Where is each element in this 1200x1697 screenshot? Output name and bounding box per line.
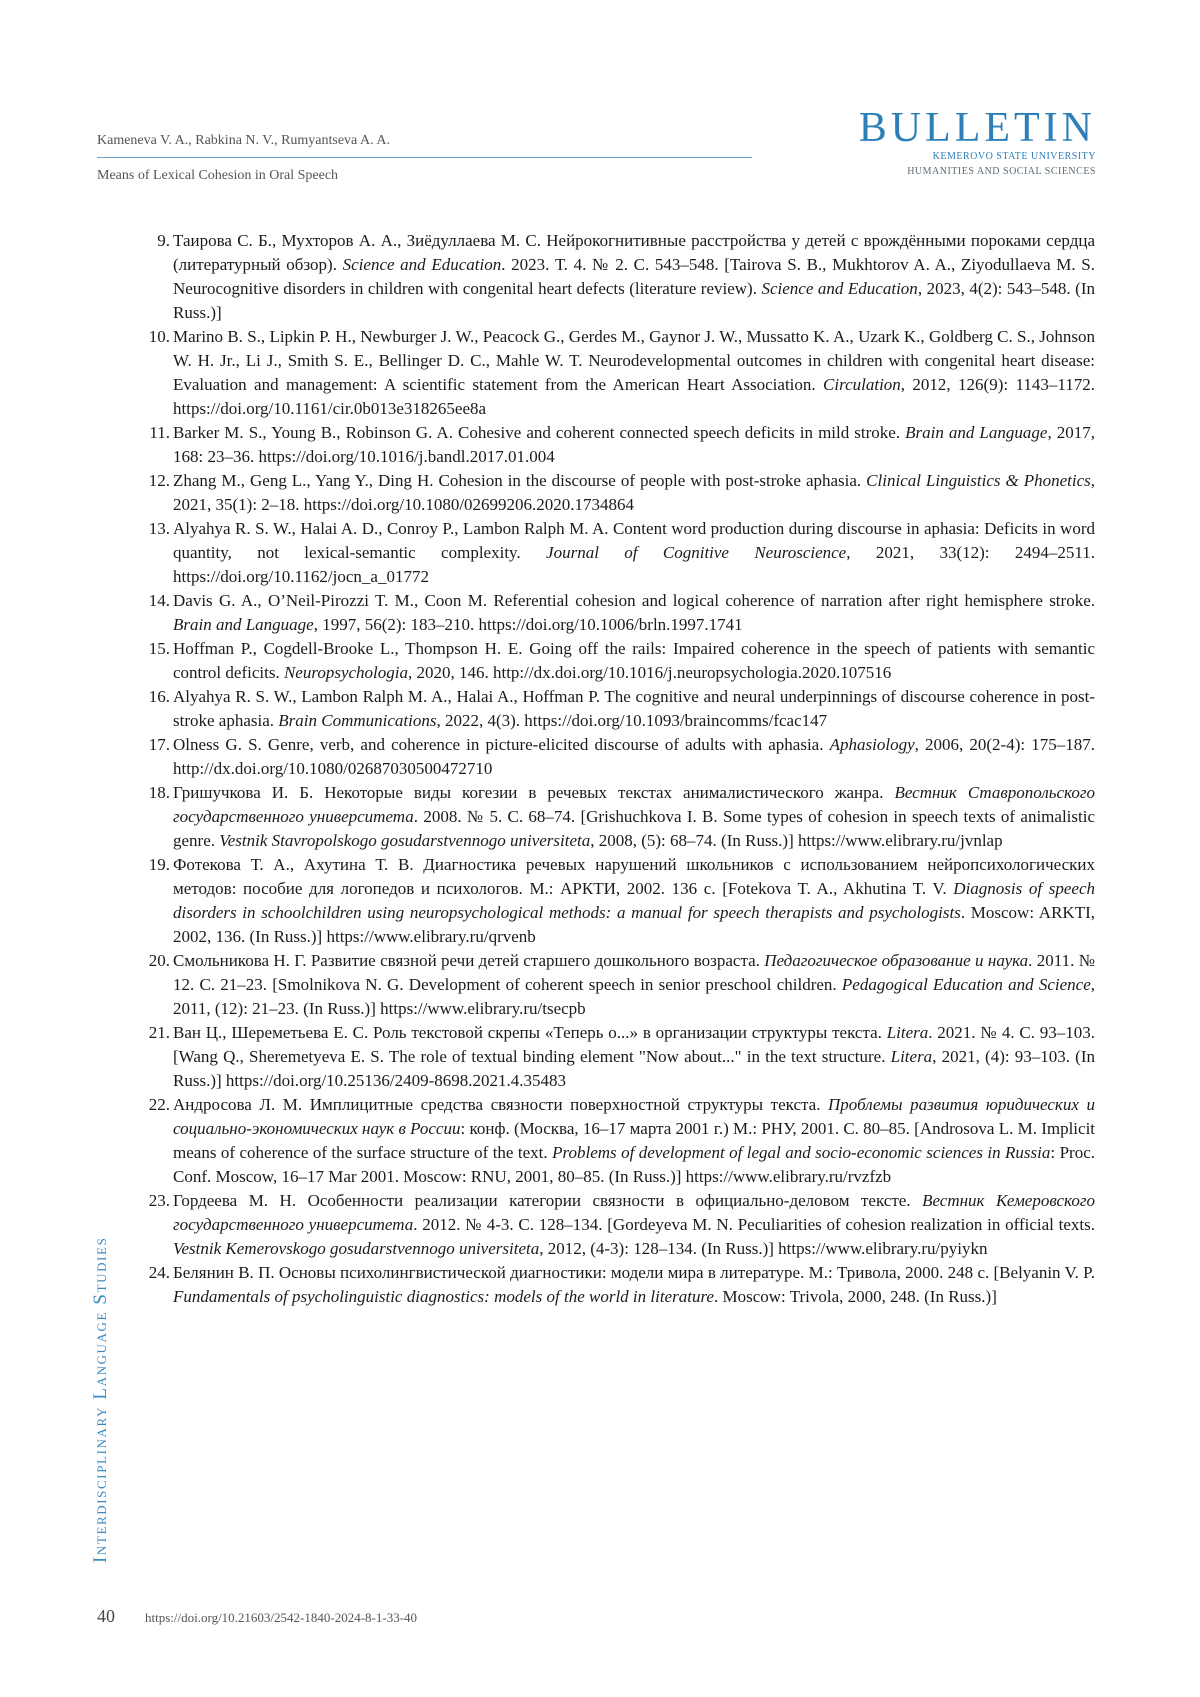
reference-number: 21. xyxy=(148,1023,170,1042)
reference-source-title: Vestnik Stavropolskogo gosudarstvennogo universiteta xyxy=(219,831,591,850)
reference-text-segment: , 2006, 20(2-4): 175–187. http://dx.doi.org/10.1080/02687030500472710 xyxy=(173,735,1095,778)
reference-text-segment: . 2008. № 5. С. 68–74. [Grishuchkova I. B. Some types of cohesion in speech texts of animalistic genre. xyxy=(173,807,1095,850)
reference-text-segment: . Moscow: Trivola, 2000, 248. (In Russ.)] xyxy=(713,1287,997,1306)
header-authors: Kameneva V. A., Rabkina N. V., Rumyantseva A. A. xyxy=(97,133,390,148)
reference-text xyxy=(173,1191,1095,1258)
reference-text-segment: Barker M. S., Young B., Robinson G. A. Cohesive and coherent connected speech deficits in mild stroke. xyxy=(173,423,906,442)
reference-text-segment: , 2022, 4(3). https://doi.org/10.1093/braincomms/fcac147 xyxy=(436,711,828,730)
footer-doi-link[interactable]: https://doi.org/10.21603/2542-1840-2024-8-1-33-40 xyxy=(145,1610,418,1625)
reference-text-segment: , 2017, 168: 23–36. https://doi.org/10.1016/j.bandl.2017.01.004 xyxy=(173,423,1095,466)
reference-text xyxy=(173,855,1095,946)
reference-text xyxy=(173,1263,1095,1306)
reference-text-segment: Фотекова Т. А., Ахутина Т. В. Диагностика речевых нарушений школьников с использованием нейропсихологических методов: пособие для логопедов и психологов. М.: АРКТИ, 2002. 136 с. [Fotekova T. A., Akhutina T. V. xyxy=(173,855,1095,898)
reference-text xyxy=(173,471,1095,514)
reference-number: 18. xyxy=(148,783,170,802)
reference-source-title: Neuropsychologia xyxy=(283,663,408,682)
reference-item xyxy=(144,1093,1095,1189)
reference-text-segment: Alyahya R. S. W., Lambon Ralph M. A., Halai A., Hoffman P. The cognitive and neural underpinnings of discourse coherence in post-stroke aphasia. xyxy=(173,687,1095,730)
journal-logo xyxy=(859,104,1096,179)
side-journal-title: Interdisciplinary Language Studies xyxy=(90,1236,111,1563)
reference-source-title: Brain and Language xyxy=(173,615,314,634)
reference-source-title: Pedagogical Education and Science xyxy=(841,975,1091,994)
reference-text-segment: Гришучкова И. Б. Некоторые виды когезии в речевых текстах анималистического жанра. xyxy=(173,783,895,802)
reference-text xyxy=(173,231,1095,322)
reference-source-title: Aphasiology xyxy=(829,735,915,754)
reference-item xyxy=(144,517,1095,589)
reference-text-segment: , 2008, (5): 68–74. (In Russ.)] https://www.elibrary.ru/jvnlap xyxy=(590,831,1003,850)
reference-text xyxy=(173,1095,1095,1186)
reference-text xyxy=(173,327,1095,418)
reference-item xyxy=(144,685,1095,733)
reference-number: 23. xyxy=(148,1191,170,1210)
reference-source-title: Вестник Ставропольского государственного университета xyxy=(173,783,1095,826)
reference-text-segment: Гордеева М. Н. Особенности реализации категории связности в официально-деловом тексте. xyxy=(173,1191,923,1210)
header-divider xyxy=(97,157,752,158)
reference-text xyxy=(173,639,1095,682)
reference-source-title: Вестник Кемеровского государственного университета xyxy=(173,1191,1095,1234)
reference-source-title: Brain Communications xyxy=(278,711,437,730)
reference-source-title: Fundamentals of psycholinguistic diagnostics: models of the world in literature xyxy=(173,1287,714,1306)
reference-source-title: Clinical Linguistics & Phonetics xyxy=(866,471,1091,490)
reference-source-title: Vestnik Kemerovskogo gosudarstvennogo universiteta xyxy=(173,1239,540,1258)
reference-number: 15. xyxy=(148,639,170,658)
reference-source-title: Diagnosis of speech disorders in schoolchildren using neuropsychological methods: a manual for speech therapists and psychologists xyxy=(173,879,1095,922)
reference-source-title: Science and Education xyxy=(761,279,918,298)
reference-source-title: Педагогическое образование и наука xyxy=(764,951,1029,970)
reference-text-segment: Alyahya R. S. W., Halai A. D., Conroy P., Lambon Ralph M. A. Content word production during discourse in aphasia: Deficits in word quantity, not lexical-semantic complexity. xyxy=(173,519,1095,562)
reference-text xyxy=(173,423,1095,466)
running-header xyxy=(97,131,752,186)
reference-text-segment: . 2011. № 12. С. 21–23. [Smolnikova N. G. Development of coherent speech in senior preschool children. xyxy=(173,951,1095,994)
reference-text xyxy=(173,951,1095,1018)
reference-text-segment: : конф. (Москва, 16–17 марта 2001 г.) М.: РНУ, 2001. С. 80–85. [Androsova L. M. Implicit means of coherence of the surface structure of the text. xyxy=(173,1119,1096,1162)
reference-text-segment: . 2023. Т. 4. № 2. С. 543–548. [Tairova S. B., Mukhtorov A. A., Ziyodullaeva M. S. Neurocognitive disorders in children with congenital heart defects (literature review). xyxy=(173,255,1096,298)
reference-text-segment: . Moscow: ARKTI, 2002, 136. (In Russ.)] https://www.elibrary.ru/qrvenb xyxy=(173,903,1095,946)
reference-text-segment: Андросова Л. М. Имплицитные средства связности поверхностной структуры текста. xyxy=(173,1095,829,1114)
logo-section: HUMANITIES AND SOCIAL SCIENCES xyxy=(907,166,1096,177)
reference-text-segment: Таирова С. Б., Мухторов А. А., Зиёдуллаева М. С. Нейрокогнитивные расстройства у детей с врождёнными пороками сердца (литературный обзор). xyxy=(173,231,1095,274)
reference-item xyxy=(144,589,1095,637)
reference-number: 22. xyxy=(148,1095,170,1114)
reference-number: 16. xyxy=(148,687,170,706)
reference-number: 17. xyxy=(148,735,170,754)
reference-number: 14. xyxy=(148,591,170,610)
reference-number: 20. xyxy=(148,951,170,970)
reference-text-segment: . 2012. № 4-3. С. 128–134. [Gordeyeva M. N. Peculiarities of cohesion realization in official texts. xyxy=(413,1215,1095,1234)
reference-text-segment: , 2021, (4): 93–103. (In Russ.)] https://doi.org/10.25136/2409-8698.2021.4.35483 xyxy=(173,1047,1095,1090)
reference-text-segment: Ван Ц., Шереметьева Е. С. Роль текстовой скрепы «Теперь о...» в организации структуры текста. xyxy=(173,1023,887,1042)
header-article-title: Means of Lexical Cohesion in Oral Speech xyxy=(97,168,339,183)
reference-source-title: Journal of Cognitive Neuroscience xyxy=(546,543,847,562)
reference-text xyxy=(173,519,1095,586)
reference-source-title: Problems of development of legal and socio-economic sciences in Russia xyxy=(552,1143,1051,1162)
reference-item xyxy=(144,853,1095,949)
reference-text-segment: Zhang M., Geng L., Yang Y., Ding H. Cohesion in the discourse of people with post-stroke aphasia. xyxy=(173,471,867,490)
reference-text xyxy=(173,783,1095,850)
reference-item xyxy=(144,229,1095,325)
reference-text-segment: Olness G. S. Genre, verb, and coherence in picture-elicited discourse of adults with aphasia. xyxy=(173,735,830,754)
reference-number: 11. xyxy=(149,423,170,442)
reference-text-segment: Белянин В. П. Основы психолингвистической диагностики: модели мира в литературе. М.: Тривола, 2000. 248 с. [Belyanin V. P. xyxy=(173,1263,1095,1282)
reference-item xyxy=(144,325,1095,421)
reference-item xyxy=(144,733,1095,781)
reference-source-title: Проблемы развития юридических и социально-экономических наук в России xyxy=(173,1095,1095,1138)
reference-text-segment: Смольникова Н. Г. Развитие связной речи детей старшего дошкольного возраста. xyxy=(173,951,765,970)
reference-source-title: Science and Education xyxy=(342,255,502,274)
reference-text-segment: , 2021, 35(1): 2–18. https://doi.org/10.1080/02699206.2020.1734864 xyxy=(173,471,1095,514)
reference-number: 13. xyxy=(148,519,170,538)
reference-text xyxy=(173,735,1095,778)
reference-item xyxy=(144,469,1095,517)
reference-item xyxy=(144,781,1095,853)
reference-text xyxy=(173,1023,1095,1090)
reference-number: 9. xyxy=(157,231,170,250)
reference-number: 24. xyxy=(148,1263,170,1282)
reference-text-segment: , 1997, 56(2): 183–210. https://doi.org/10.1006/brln.1997.1741 xyxy=(313,615,743,634)
reference-text xyxy=(173,687,1095,730)
reference-text-segment: Davis G. A., O’Neil-Pirozzi T. M., Coon M. Referential cohesion and logical coherence of narration after right hemisphere stroke. xyxy=(173,591,1095,610)
reference-text-segment: , 2023, 4(2): 543–548. (In Russ.)] xyxy=(173,279,1096,322)
reference-text-segment: , 2020, 146. http://dx.doi.org/10.1016/j.neuropsychologia.2020.107516 xyxy=(407,663,892,682)
reference-item xyxy=(144,1189,1095,1261)
page-number: 40 xyxy=(97,1606,115,1626)
reference-source-title: Circulation xyxy=(823,375,901,394)
reference-text-segment: , 2012, (4-3): 128–134. (In Russ.)] https://www.elibrary.ru/pyiykn xyxy=(539,1239,988,1258)
reference-item xyxy=(144,1261,1095,1309)
reference-source-title: Litera xyxy=(890,1047,933,1066)
logo-university: KEMEROVO STATE UNIVERSITY xyxy=(932,151,1096,162)
reference-text xyxy=(173,591,1095,634)
reference-text-segment: , 2011, (12): 21–23. (In Russ.)] https://www.elibrary.ru/tsecpb xyxy=(173,975,1096,1018)
reference-text-segment: Marino B. S., Lipkin P. H., Newburger J. W., Peacock G., Gerdes M., Gaynor J. W., Mussatto K. A., Uzark K., Goldberg C. S., Johnson W. H. Jr., Li J., Smith S. E., Bellinger D. C., Mahle W. T. Neurodevelopmental outcomes in children with congenital heart disease: Evaluation and management: A scientific statement from the American Heart Association. xyxy=(173,327,1095,394)
reference-number: 10. xyxy=(148,327,170,346)
reference-number: 12. xyxy=(148,471,170,490)
reference-item xyxy=(144,637,1095,685)
reference-source-title: Litera xyxy=(886,1023,929,1042)
reference-list xyxy=(144,229,1095,1309)
reference-text-segment: . 2021. № 4. С. 93–103. [Wang Q., Sheremetyeva E. S. The role of textual binding element "Now about..." in the text structure. xyxy=(173,1023,1096,1066)
reference-item xyxy=(144,949,1095,1021)
reference-text-segment: Hoffman P., Cogdell-Brooke L., Thompson H. E. Going off the rails: Impaired coherence in the speech of patients with semantic control deficits. xyxy=(173,639,1095,682)
reference-source-title: Brain and Language xyxy=(905,423,1048,442)
logo-title: BULLETIN xyxy=(858,105,1096,151)
reference-number: 19. xyxy=(148,855,170,874)
reference-text-segment: : Proc. Conf. Moscow, 16–17 Mar 2001. Moscow: RNU, 2001, 80–85. (In Russ.)] https://www.elibrary.ru/rvzfzb xyxy=(173,1143,1095,1186)
reference-text-segment: , 2021, 33(12): 2494–2511. https://doi.org/10.1162/jocn_a_01772 xyxy=(173,543,1095,586)
reference-text-segment: , 2012, 126(9): 1143–1172. https://doi.org/10.1161/cir.0b013e318265ee8a xyxy=(173,375,1095,418)
reference-item xyxy=(144,1021,1095,1093)
reference-item xyxy=(144,421,1095,469)
